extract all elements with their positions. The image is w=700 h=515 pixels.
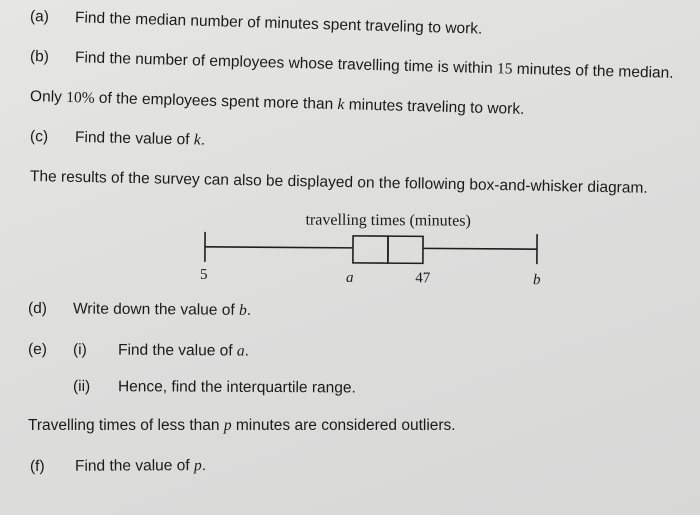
question-a	[30, 8, 483, 39]
box-median-q3	[388, 236, 423, 263]
outlier-statement-pre: Travelling times of less than	[28, 417, 224, 434]
question-b-text-pre: Find the number of employees whose travelling time is within	[74, 49, 498, 78]
statement-k-mid: of the employees spent more than	[94, 89, 338, 114]
outlier-statement-variable: p	[223, 417, 232, 434]
lower-whisker	[205, 247, 353, 248]
question-e-i-post: .	[244, 342, 250, 360]
diagram-title: travelling times (minutes)	[305, 211, 471, 230]
question-d	[28, 300, 251, 320]
question-b-number: 15	[496, 60, 513, 78]
question-a-label: (a)	[29, 8, 50, 26]
statement-k-variable: k	[337, 96, 345, 114]
outlier-statement-post: minutes are considered outliers.	[231, 417, 456, 434]
statement-k	[30, 88, 525, 119]
q3-value-label: 47	[415, 270, 431, 287]
statement-k-pre: Only	[29, 88, 67, 106]
box-q1-median	[353, 236, 388, 263]
box-whisker-diagram	[0, 200, 700, 300]
question-d-variable: b	[238, 301, 247, 319]
question-f-variable: p	[193, 457, 202, 475]
statement-k-post: minutes traveling to work.	[344, 96, 525, 118]
question-c-post: .	[200, 131, 206, 149]
question-b-text-post: minutes of the median.	[512, 60, 674, 82]
question-e-i	[28, 341, 249, 361]
q1-value-label: a	[345, 269, 354, 286]
question-a-text: Find the median number of minutes spent traveling to work.	[74, 9, 483, 38]
question-e-i-label: (i)	[72, 341, 87, 359]
question-e-ii	[73, 378, 356, 397]
question-b-label: (b)	[29, 48, 50, 66]
question-c-variable: k	[193, 131, 201, 149]
question-b	[30, 48, 674, 83]
question-c-text: Find the value of	[74, 128, 195, 149]
question-d-post: .	[246, 301, 252, 319]
question-f-text: Find the value of	[74, 457, 194, 475]
outlier-statement	[28, 417, 456, 435]
statement-k-percent: 10%	[65, 88, 95, 107]
question-c	[30, 128, 205, 150]
results-statement: The results of the survey can also be displayed on the following box-and-whisker diagram.	[29, 168, 648, 197]
question-e-i-variable: a	[236, 342, 245, 360]
question-e-ii-text: Hence, find the interquartile range.	[117, 378, 356, 397]
min-value-label: 5	[199, 266, 208, 283]
max-value-label: b	[532, 272, 541, 289]
question-f-label: (f)	[29, 457, 45, 475]
question-f	[30, 457, 206, 476]
question-d-text: Write down the value of	[72, 300, 240, 319]
question-d-label: (d)	[27, 300, 48, 318]
question-f-post: .	[201, 457, 207, 475]
question-e-ii-label: (ii)	[72, 378, 91, 396]
question-e-label: (e)	[27, 341, 48, 359]
question-e-i-text: Find the value of	[117, 341, 237, 360]
upper-whisker	[423, 248, 537, 249]
question-c-label: (c)	[29, 128, 49, 146]
